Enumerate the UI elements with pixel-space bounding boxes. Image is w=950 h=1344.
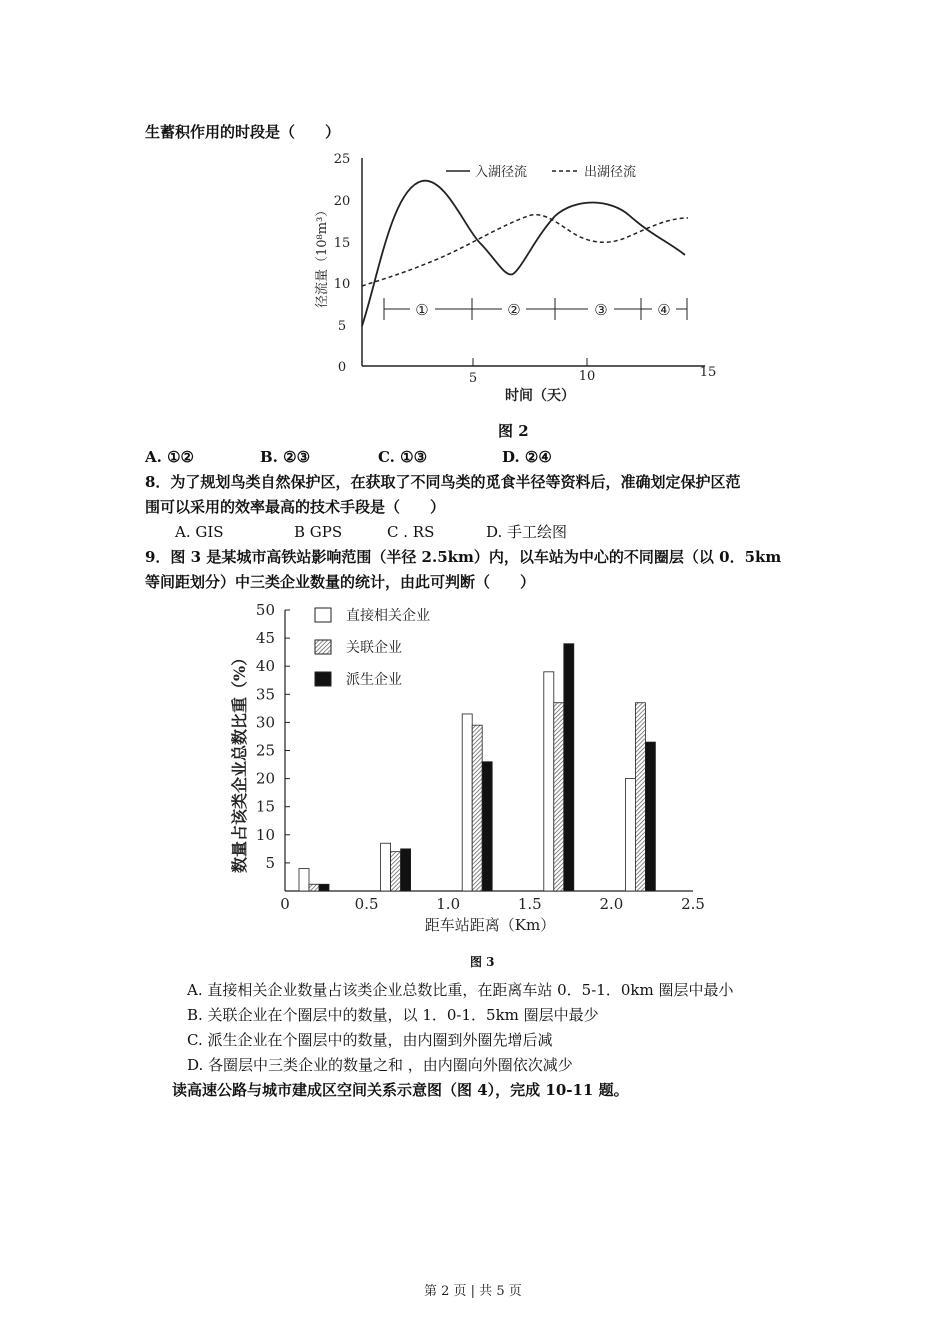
fig3-bar bbox=[625, 779, 635, 891]
fig3-bar bbox=[299, 869, 309, 891]
q7-text: 生蓄积作用的时段是（ ） bbox=[145, 123, 341, 141]
fig3-bar bbox=[645, 742, 655, 891]
fig3-legend-direct: 直接相关企业 bbox=[346, 608, 430, 624]
fig2-period-1: ① bbox=[415, 301, 429, 319]
fig2-outflow-line bbox=[362, 215, 688, 286]
q9-line-1: 9．图 3 是某城市高铁站影响范围（半径 2.5km）内，以车站为中心的不同圈层（以 0．5km bbox=[145, 548, 782, 566]
q9-option-c: C. 派生企业在个圈层中的数量，由内圈到外圈先增后减 bbox=[187, 1031, 553, 1049]
fig2-period-3: ③ bbox=[594, 301, 608, 319]
q8-line-1: 8．为了规划鸟类自然保护区，在获取了不同鸟类的觅食半径等资料后，准确划定保护区范 bbox=[145, 473, 741, 491]
fig2-legend-inflow: 入湖径流 bbox=[475, 165, 528, 180]
reading-prompt: 读高速公路与城市建成区空间关系示意图（图 4），完成 10-11 题。 bbox=[172, 1081, 629, 1099]
fig2-ytick: 25 bbox=[333, 152, 351, 167]
fig2-ytick: 10 bbox=[333, 277, 351, 292]
fig3-ytick-label: 30 bbox=[255, 713, 275, 732]
fig3-bar bbox=[544, 672, 554, 891]
fig3-xtick-label: 1.0 bbox=[436, 895, 461, 913]
fig3-bar bbox=[391, 852, 401, 891]
q9-option-a: A. 直接相关企业数量占该类企业总数比重，在距离车站 0．5-1．0km 圈层中最小 bbox=[187, 981, 734, 999]
fig2-legend-outflow: 出湖径流 bbox=[584, 165, 637, 180]
q7-option-d: D. ②④ bbox=[502, 448, 552, 466]
fig3-caption: 图 3 bbox=[470, 955, 495, 969]
fig3-ytick-label: 20 bbox=[255, 769, 275, 788]
fig2-xtick: 15 bbox=[699, 365, 717, 380]
fig3-legend-derived: 派生企业 bbox=[346, 672, 402, 688]
q8-option-a: A. GIS bbox=[175, 523, 224, 541]
fig2-ytick: 5 bbox=[337, 319, 347, 334]
q7-option-a: A. ①② bbox=[145, 448, 194, 466]
figure-2-runoff-chart bbox=[300, 148, 730, 410]
fig3-ytick-label: 25 bbox=[255, 741, 275, 760]
fig3-ytick-label: 45 bbox=[255, 629, 275, 648]
fig3-xtick-label: 0.5 bbox=[354, 895, 379, 913]
fig2-inflow-line bbox=[362, 181, 685, 326]
fig3-bar bbox=[482, 762, 492, 891]
fig3-legend-swatch-related bbox=[315, 640, 331, 654]
fig3-bar bbox=[462, 714, 472, 891]
fig2-period-2: ② bbox=[507, 301, 521, 319]
fig2-ytick: 0 bbox=[337, 360, 347, 375]
fig2-period-4: ④ bbox=[657, 301, 671, 319]
fig3-ytick-label: 15 bbox=[255, 797, 275, 816]
fig3-xtick-label: 2.0 bbox=[599, 895, 624, 913]
fig3-ytick-label: 35 bbox=[255, 685, 275, 704]
fig2-xlabel: 时间（天） bbox=[505, 388, 575, 404]
fig3-bar bbox=[309, 884, 319, 891]
figure-3-bar-chart bbox=[225, 598, 725, 943]
q9-line-2: 等间距划分）中三类企业数量的统计，由此可判断（ ） bbox=[145, 573, 536, 591]
q7-option-c: C. ①③ bbox=[378, 448, 428, 466]
fig2-xtick: 5 bbox=[468, 371, 478, 386]
page-footer: 第 2 页 | 共 5 页 bbox=[424, 1284, 522, 1299]
fig3-xtick-label: 0 bbox=[280, 895, 290, 913]
q8-option-d: D. 手工绘图 bbox=[486, 523, 568, 541]
fig3-bar bbox=[381, 843, 391, 891]
fig3-bar bbox=[401, 849, 411, 891]
fig2-ytick: 20 bbox=[333, 194, 351, 209]
fig3-ytick-label: 40 bbox=[255, 657, 275, 676]
q8-option-c: C . RS bbox=[387, 523, 435, 541]
fig3-bar bbox=[635, 703, 645, 891]
fig3-ytick-label: 5 bbox=[265, 853, 275, 872]
fig3-ytick-label: 10 bbox=[255, 825, 275, 844]
fig3-legend-swatch-direct bbox=[315, 608, 331, 622]
fig3-bar bbox=[319, 884, 329, 891]
fig3-xtick-label: 1.5 bbox=[517, 895, 542, 913]
fig3-xtick-label: 2.5 bbox=[681, 895, 705, 913]
q9-option-d: D. 各圈层中三类企业的数量之和 ，由内圈向外圈依次减少 bbox=[187, 1056, 573, 1074]
fig3-ylabel: 数量占该类企业总数比重（%） bbox=[230, 649, 249, 873]
fig3-legend-swatch-derived bbox=[315, 672, 331, 686]
fig3-xlabel: 距车站距离（Km） bbox=[424, 916, 556, 934]
fig3-bar bbox=[554, 703, 564, 891]
q9-option-b: B. 关联企业在个圈层中的数量，以 1．0-1．5km 圈层中最少 bbox=[187, 1006, 599, 1024]
fig2-xtick: 10 bbox=[578, 369, 596, 384]
fig2-caption: 图 2 bbox=[498, 422, 529, 440]
fig3-bar bbox=[564, 644, 574, 891]
fig2-ylabel: 径流量（10⁸m³） bbox=[315, 203, 330, 308]
q8-line-2: 围可以采用的效率最高的技术手段是（ ） bbox=[145, 498, 446, 516]
fig2-ytick: 15 bbox=[333, 236, 351, 251]
fig3-ytick-label: 50 bbox=[255, 601, 275, 619]
q8-option-b: B GPS bbox=[294, 523, 343, 541]
fig3-bar bbox=[472, 725, 482, 891]
fig3-legend-related: 关联企业 bbox=[346, 640, 402, 656]
q7-option-b: B. ②③ bbox=[260, 448, 311, 466]
